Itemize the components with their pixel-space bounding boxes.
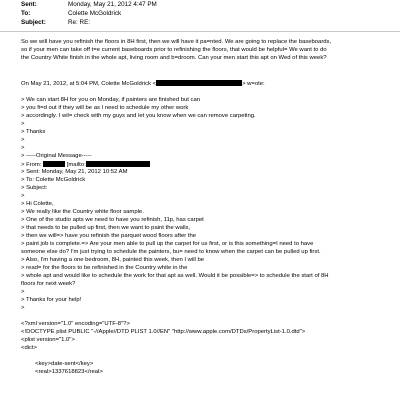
attribution-tail: > w=ote: [242,81,265,87]
redacted-mailto [86,161,150,167]
body-line: > [21,193,25,199]
redacted-sender [43,161,65,167]
body-line: > that needs to be pulled up first, then we want to paint the walls, [21,225,191,231]
body-line: > then we will=> have you refinish the parquet wood floors after the [21,233,197,239]
body-line: > read= for the floors to be refinished in the Country white in the [21,265,188,271]
body-line: > [21,145,25,151]
header-divider [0,31,400,32]
body-line: > [21,289,25,295]
sent-value: Monday, May 21, 2012 4:47 PM [68,1,157,8]
subject-value: Re: RE: [68,19,91,26]
body-line: > whole apt and would like to schedule the work for that apt as well. Would it be possible=> to schedule the start of 8H [21,273,329,279]
redacted-email [156,80,242,86]
body-line: > paint job is complete.=> Are your men able to pull up the carpet for us first, or is this something=I need to have [21,241,314,247]
body-line: > Sent: Monday, May 21, 2012 10:52 AM [21,169,128,175]
body-line: <dict> [21,345,38,351]
mailto-text: [mailto: [66,162,86,168]
attribution-text: On May 21, 2012, at 5:04 PM, Colette McGoldrick < [21,81,157,87]
body-line: > Thanks for your help! [21,297,82,303]
body-line: > To: Colette McGoldrick [21,177,86,183]
body-line: so if your men can take off t=e current baseboards prior to refinishing the floors, that would be helpful= We want to do [21,47,327,53]
body-line: > you fi=d out if they will be as I need to schedule my other work [21,105,189,111]
body-line: > Hi Colette, [21,201,54,207]
body-line: someone else do? I'm just trying to schedule the painters, bu= need to know when the carpet can be pulled up first. [21,249,321,255]
to-value: Colette McGoldrick [68,10,122,17]
body-line: > [21,305,25,311]
body-line: <plist version="1.0"> [21,337,75,343]
body-line: the Country White finish in the whole apt, living room and b=droom. Can your men start this apt on Wed of this week? [21,55,327,61]
body-line: floors for next week? [21,281,76,287]
subject-label: Subject: [21,19,46,26]
body-line: <!DOCTYPE plist PUBLIC "-//Apple//DTD PLIST 1.0//EN" "http://www.apple.com/DTDs/PropertyList-1.0.dtd"> [21,329,306,335]
body-line: > [21,121,25,127]
from-label: > From: [21,162,42,168]
body-line: > Subject: [21,185,48,191]
body-line: > We can start 8H for you on Monday, if painters are finished but can [21,97,201,103]
body-line: > Thanks [21,129,46,135]
to-label: To: [21,10,31,17]
body-line: So we will have you refinish the floors in 8H first, then we will have it pa=nted. We are going to replace the baseboards, [21,39,332,45]
body-line: > accordingly. I wil= check with my guys and let you know when we can remove carpeting. [21,113,256,119]
body-line: > One of the studio apts we need to have you refinish, 11p, has carpet [21,217,204,223]
body-line: <real>1337618823</real> [35,369,103,375]
quote-attribution-line [21,80,265,89]
body-line: <?xml version="1.0" encoding="UTF-8"?> [21,321,130,327]
body-line: > We really like the Country white floor sample. [21,209,144,215]
body-line: <key>date-sent</key> [35,361,94,367]
sent-label: Sent: [21,1,37,8]
body-line: > -----Original Message----- [21,153,92,159]
body-line: > Also, I'm having a one bedroom, 8H, painted this week, then I will be [21,257,205,263]
body-line: > [21,137,25,143]
